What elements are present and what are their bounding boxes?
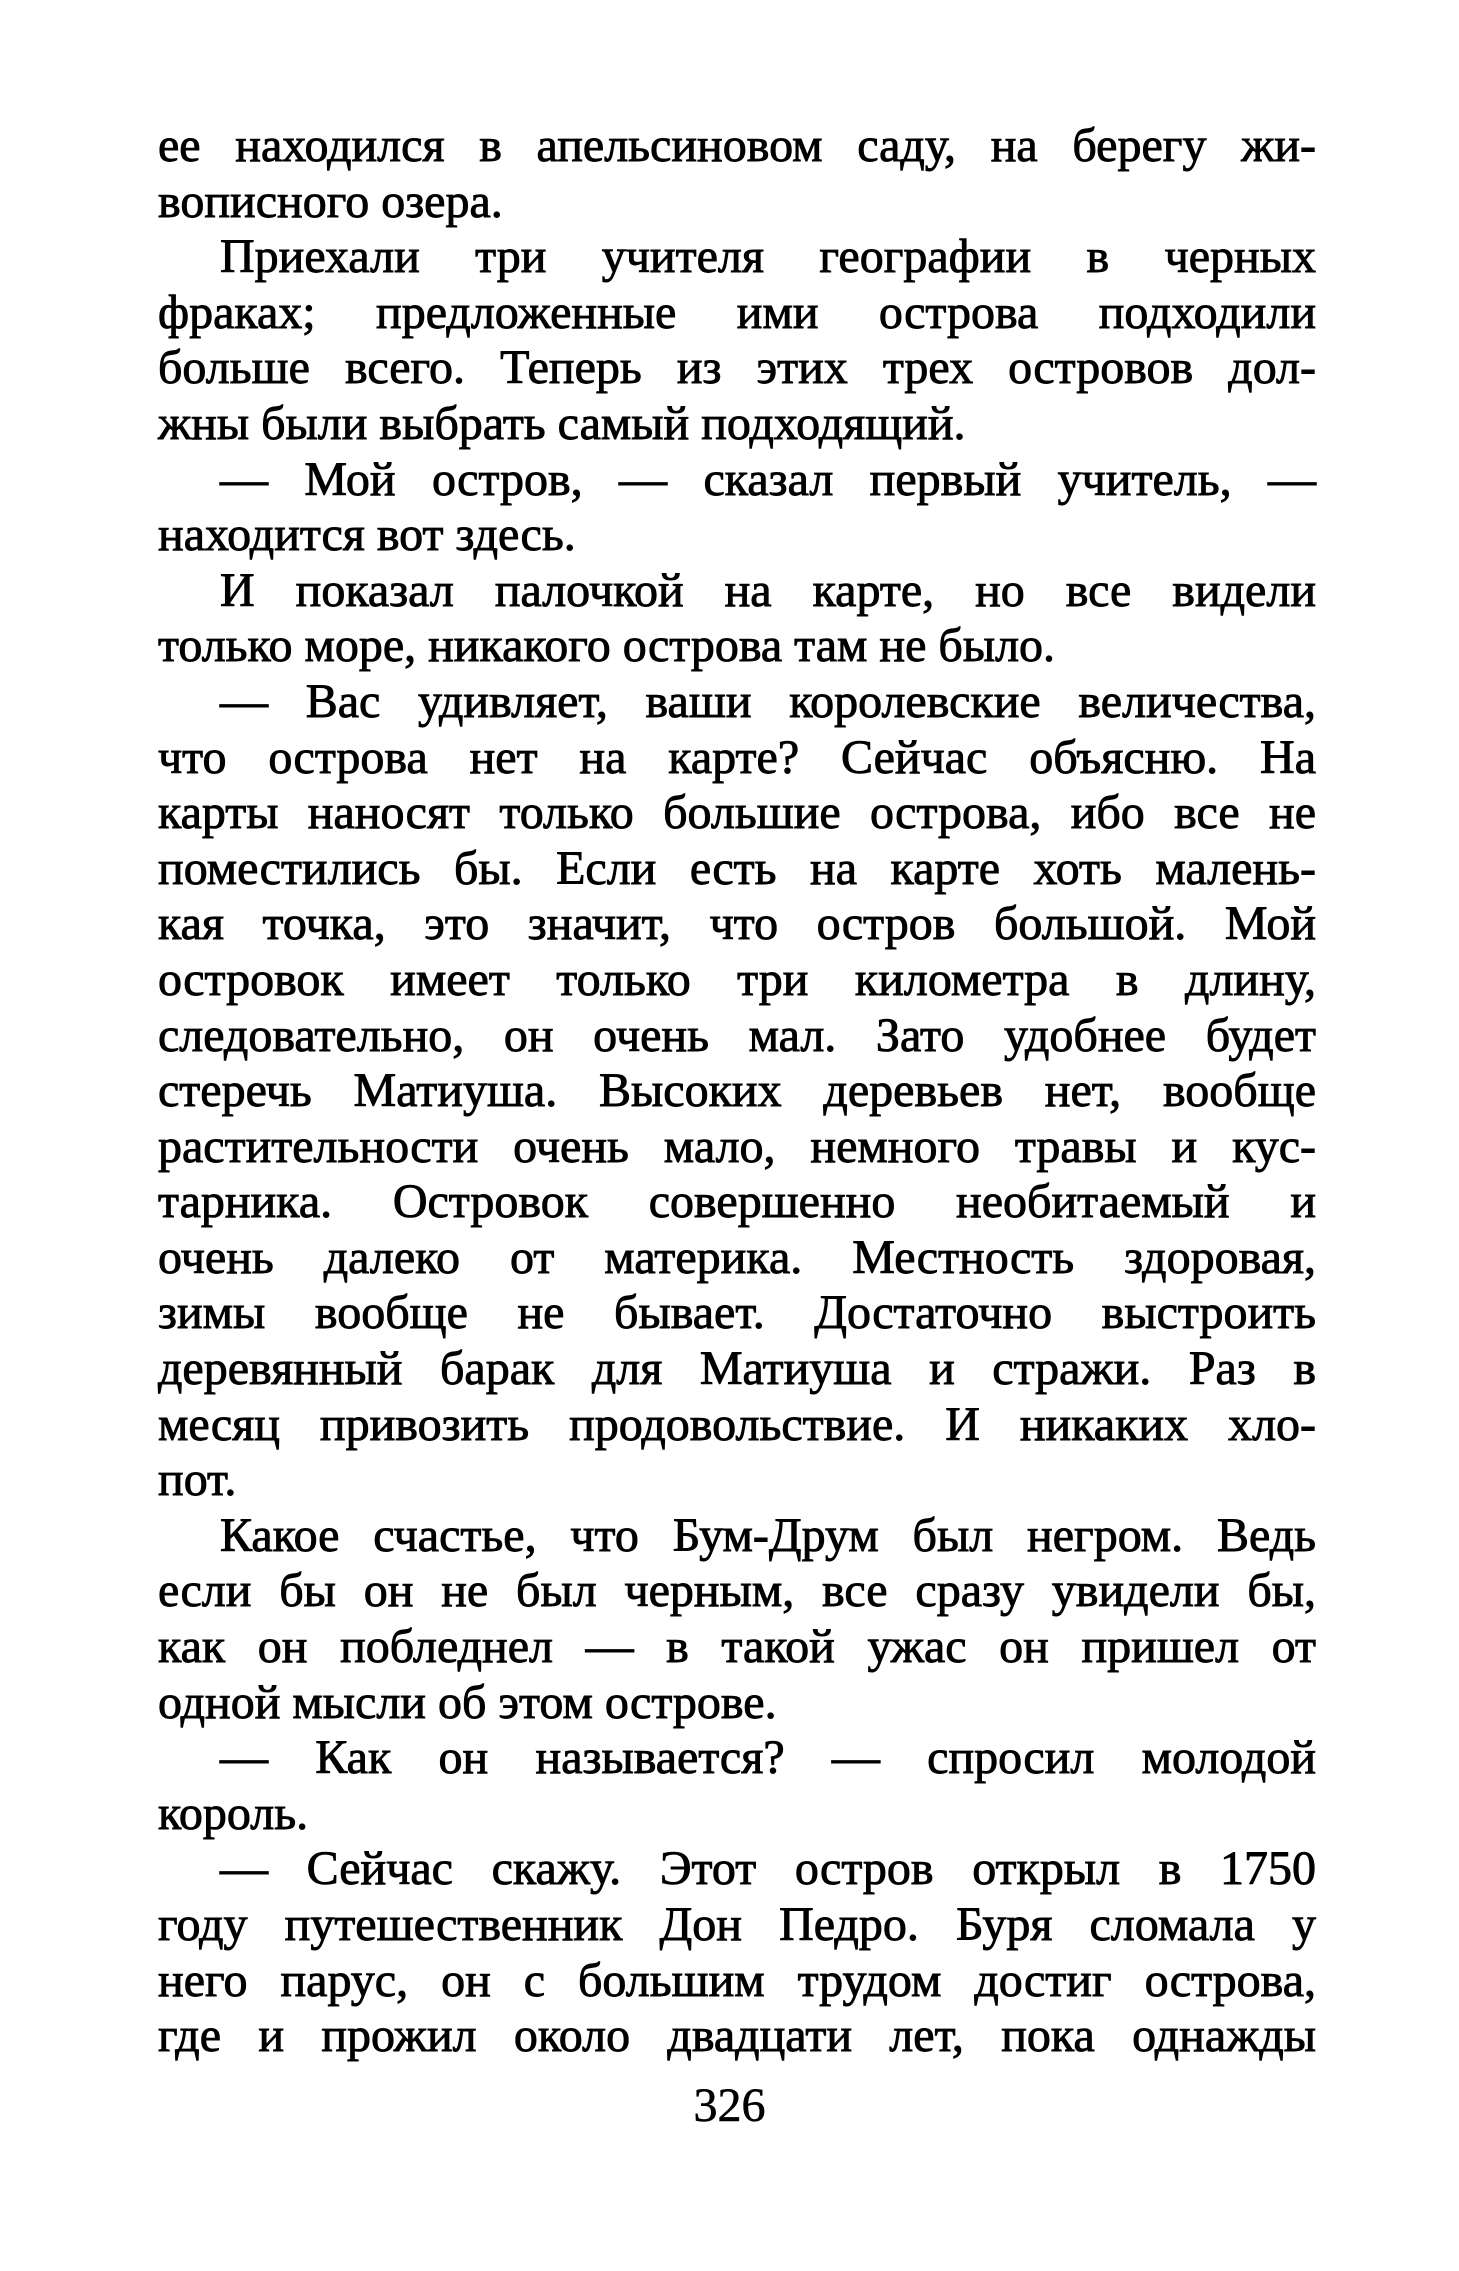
- paragraph: [158, 1841, 1316, 2063]
- paragraph: [158, 674, 1316, 1508]
- text-line: стеречь Матиуша. Высоких деревьев нет, вообще: [158, 1064, 1316, 1118]
- text-line: что острова нет на карте? Сейчас объясню. На: [158, 730, 1316, 784]
- text-line: следовательно, он очень мал. Зато удобнее будет: [158, 1008, 1316, 1062]
- paragraph: [158, 118, 1316, 229]
- paragraph: [158, 563, 1316, 674]
- text-line: пот.: [158, 1453, 237, 1507]
- text-line: — Мой остров, — сказал первый учитель, —: [220, 452, 1316, 506]
- text-line: растительности очень мало, немного травы и кус-: [158, 1119, 1316, 1173]
- text-line: островок имеет только три километра в длину,: [158, 952, 1316, 1006]
- text-line: только море, никакого острова там не было.: [158, 619, 1056, 673]
- text-line: очень далеко от материка. Местность здоровая,: [158, 1230, 1316, 1284]
- text-line: него парус, он с большим трудом достиг острова,: [158, 1953, 1316, 2007]
- text-line: кая точка, это значит, что остров большой. Мой: [158, 897, 1316, 951]
- text-line: как он побледнел — в такой ужас он пришел от: [158, 1620, 1316, 1674]
- text-line: если бы он не был черным, все сразу увидели бы,: [158, 1564, 1316, 1618]
- body-text: [158, 118, 1316, 2064]
- text-line: жны были выбрать самый подходящий.: [158, 396, 966, 450]
- paragraph: [158, 1508, 1316, 1730]
- text-line: поместились бы. Если есть на карте хоть малень-: [158, 841, 1316, 895]
- text-line: вописного озера.: [158, 174, 503, 228]
- paragraph: [158, 1730, 1316, 1841]
- text-line: где и прожил около двадцати лет, пока однажды: [158, 2009, 1316, 2063]
- text-line: больше всего. Теперь из этих трех островов дол-: [158, 341, 1316, 395]
- text-line: тарника. Островок совершенно необитаемый и: [158, 1175, 1316, 1229]
- text-line: — Сейчас скажу. Этот остров открыл в 1750: [220, 1842, 1316, 1896]
- text-line: одной мысли об этом острове.: [158, 1675, 777, 1729]
- text-line: году путешественник Дон Педро. Буря сломала у: [158, 1898, 1316, 1951]
- page-number: 326: [693, 2079, 766, 2132]
- text-line: месяц привозить продовольствие. И никаких хло-: [158, 1397, 1316, 1451]
- text-line: Какое счастье, что Бум-Друм был негром. Ведь: [220, 1508, 1316, 1562]
- text-line: карты наносят только большие острова, ибо все не: [158, 786, 1316, 840]
- text-line: король.: [158, 1786, 309, 1840]
- text-line: И показал палочкой на карте, но все видели: [220, 563, 1316, 617]
- text-line: деревянный барак для Матиуша и стражи. Раз в: [158, 1342, 1316, 1396]
- paragraph: [158, 229, 1316, 451]
- text-line: фраках; предложенные ими острова подходили: [158, 285, 1316, 339]
- paragraph: [158, 452, 1316, 563]
- text-line: Приехали три учителя географии в черных: [220, 230, 1316, 284]
- text-line: — Как он называется? — спросил молодой: [220, 1731, 1316, 1785]
- text-line: — Вас удивляет, ваши королевские величества,: [220, 674, 1316, 728]
- text-line: ее находился в апельсиновом саду, на берегу жи-: [158, 119, 1316, 172]
- text-line: зимы вообще не бывает. Достаточно выстроить: [158, 1286, 1316, 1340]
- text-line: находится вот здесь.: [158, 508, 576, 562]
